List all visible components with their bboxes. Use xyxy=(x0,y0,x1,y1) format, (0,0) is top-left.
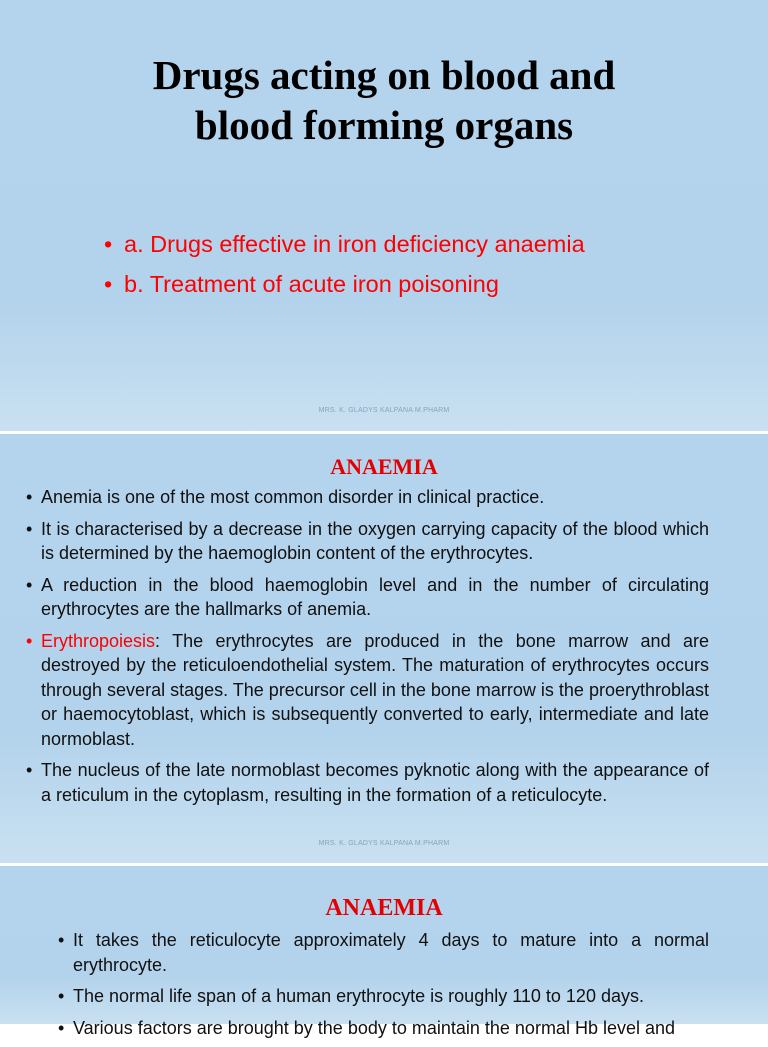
bullet-list xyxy=(26,485,709,814)
slide-1 xyxy=(0,0,768,431)
bullet-icon: • xyxy=(58,986,65,1006)
bullet-icon: • xyxy=(26,574,33,595)
list-item-text: : The erythrocytes are produced in the bone marrow and are destroyed by the reticuloendothelial system. The maturation of erythrocytes occurs through several stages. The precursor cell in the bone marrow is the proerythroblast or haemocytoblast, which is subsequently converted to early, intermediate and late normoblast. xyxy=(41,630,710,749)
list-item xyxy=(58,928,709,977)
topic-item xyxy=(104,268,585,308)
topic-list xyxy=(104,228,585,308)
slide-heading: ANAEMIA xyxy=(330,454,438,479)
bullet-icon: • xyxy=(104,231,113,257)
slide-3 xyxy=(0,866,768,1038)
list-item xyxy=(58,984,709,1009)
list-item xyxy=(58,1016,709,1041)
list-item xyxy=(26,485,709,510)
erythropoiesis-term: Erythropoiesis xyxy=(41,630,156,651)
slide-footer: MRS. K. GLADYS KALPANA M.PHARM xyxy=(318,840,450,847)
slide-title-line-2: blood forming organs xyxy=(194,102,574,148)
list-item-text: Anemia is one of the most common disorder in clinical practice. xyxy=(41,487,545,507)
topic-item xyxy=(104,228,585,268)
list-item-text: The normal life span of a human erythrocyte is roughly 110 to 120 days. xyxy=(73,986,644,1006)
list-item-text: Various factors are brought by the body to maintain the normal Hb level and xyxy=(73,1017,676,1038)
slide-footer: MRS. K. GLADYS KALPANA M.PHARM xyxy=(318,407,450,414)
slide-title-line-1: Drugs acting on blood and xyxy=(152,52,616,98)
bullet-icon: • xyxy=(26,630,33,651)
bullet-list xyxy=(58,928,709,1047)
slide-2 xyxy=(0,434,768,863)
bullet-icon: • xyxy=(104,271,113,297)
list-item-erythropoiesis xyxy=(26,629,709,752)
list-item xyxy=(26,517,709,566)
bullet-icon: • xyxy=(58,930,65,950)
topic-text: b. Treatment of acute iron poisoning xyxy=(124,271,499,297)
bullet-icon: • xyxy=(58,1017,65,1038)
bullet-icon: • xyxy=(26,518,33,539)
bullet-icon: • xyxy=(26,760,33,780)
list-item-text: It is characterised by a decrease in the oxygen carrying capacity of the blood which is determined by the haemoglobin content of the erythrocytes. xyxy=(41,518,709,563)
topic-text: a. Drugs effective in iron deficiency anaemia xyxy=(124,231,585,257)
list-item-text: A reduction in the blood haemoglobin level and in the number of circulating erythrocytes are the hallmarks of anemia. xyxy=(41,574,709,619)
slide-heading: ANAEMIA xyxy=(325,895,443,921)
list-item-text: The nucleus of the late normoblast becomes pyknotic along with the appearance of a reticulum in the cytoplasm, resulting in the formation of a reticulocyte. xyxy=(41,760,709,805)
bullet-icon: • xyxy=(26,487,33,507)
list-item xyxy=(26,573,709,622)
list-item xyxy=(26,758,709,807)
slide-title xyxy=(0,50,768,150)
list-item-text: It takes the reticulocyte approximately 4 days to mature into a normal erythrocyte. xyxy=(73,930,709,975)
